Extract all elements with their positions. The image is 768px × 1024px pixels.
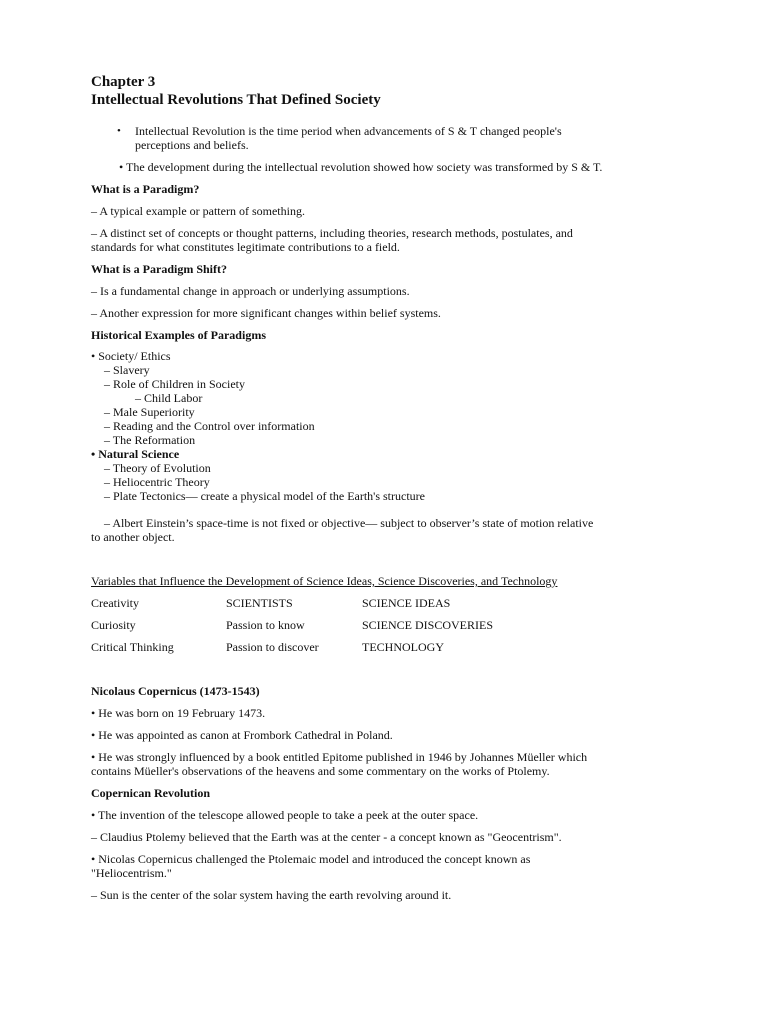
chapter-label: Chapter 3 (91, 74, 156, 90)
intro-bullet-1-line-1: Intellectual Revolution is the time period when advancements of S & T changed people's (135, 124, 562, 138)
table-cell: Critical Thinking (91, 640, 174, 654)
variables-heading: Variables that Influence the Development of Science Ideas, Science Discoveries, and Technology (91, 574, 558, 588)
revolution-point-2: – Claudius Ptolemy believed that the Earth was at the center - a concept known as "Geocentrism". (91, 830, 562, 844)
plate-tectonics-item: – Plate Tectonics— create a physical model of the Earth's structure (104, 489, 425, 503)
paradigm-heading: What is a Paradigm? (91, 182, 200, 196)
table-cell: SCIENCE IDEAS (362, 596, 451, 610)
paradigm-definition-2-line-1: – A distinct set of concepts or thought patterns, including theories, research methods, postulates, and (91, 226, 573, 240)
child-labor-item: – Child Labor (135, 391, 203, 405)
table-cell: SCIENTISTS (226, 596, 293, 610)
table-cell: Passion to know (226, 618, 305, 632)
natural-science-item: • Natural Science (91, 447, 180, 461)
copernicus-heading: Nicolaus Copernicus (1473-1543) (91, 684, 260, 698)
bullet-icon: • (117, 125, 121, 137)
paradigm-shift-definition-1: – Is a fundamental change in approach or underlying assumptions. (91, 284, 410, 298)
slavery-item: – Slavery (104, 363, 150, 377)
copernicus-fact-1: • He was born on 19 February 1473. (91, 706, 266, 720)
einstein-line-2: to another object. (91, 530, 175, 544)
role-of-children-item: – Role of Children in Society (104, 377, 245, 391)
page-title: Intellectual Revolutions That Defined Society (91, 92, 381, 108)
paradigm-definition-1: – A typical example or pattern of something. (91, 204, 305, 218)
reading-control-item: – Reading and the Control over information (104, 419, 315, 433)
revolution-heading: Copernican Revolution (91, 786, 211, 800)
heliocentric-item: – Heliocentric Theory (104, 475, 210, 489)
male-superiority-item: – Male Superiority (104, 405, 195, 419)
paradigm-shift-heading: What is a Paradigm Shift? (91, 262, 228, 276)
table-cell: Curiosity (91, 618, 136, 632)
copernicus-fact-2: • He was appointed as canon at Frombork Cathedral in Poland. (91, 728, 393, 742)
table-cell: TECHNOLOGY (362, 640, 444, 654)
revolution-point-4: – Sun is the center of the solar system having the earth revolving around it. (91, 888, 452, 902)
intro-bullet-2: • The development during the intellectual revolution showed how society was transformed by S & T. (119, 160, 603, 174)
paradigm-shift-definition-2: – Another expression for more significant changes within belief systems. (91, 306, 441, 320)
copernicus-fact-3-line-2: contains Müeller's observations of the heavens and some commentary on the works of Ptolemy. (91, 764, 550, 778)
revolution-point-3-line-1: • Nicolas Copernicus challenged the Ptolemaic model and introduced the concept known as (91, 852, 531, 866)
intro-bullet-1-line-2: perceptions and beliefs. (135, 138, 249, 152)
table-cell: Creativity (91, 596, 139, 610)
revolution-point-1: • The invention of the telescope allowed people to take a peek at the outer space. (91, 808, 479, 822)
paradigm-definition-2-line-2: standards for what constitutes legitimate contributions to a field. (91, 240, 400, 254)
revolution-point-3-line-2: "Heliocentrism." (91, 866, 172, 880)
evolution-item: – Theory of Evolution (104, 461, 211, 475)
einstein-line-1: – Albert Einstein’s space-time is not fixed or objective— subject to observer’s state of motion relative (104, 516, 594, 530)
society-ethics-item: • Society/ Ethics (91, 349, 171, 363)
examples-heading: Historical Examples of Paradigms (91, 328, 266, 342)
reformation-item: – The Reformation (104, 433, 196, 447)
table-cell: Passion to discover (226, 640, 319, 654)
copernicus-fact-3-line-1: • He was strongly influenced by a book entitled Epitome published in 1946 by Johannes Müeller which (91, 750, 588, 764)
table-cell: SCIENCE DISCOVERIES (362, 618, 494, 632)
